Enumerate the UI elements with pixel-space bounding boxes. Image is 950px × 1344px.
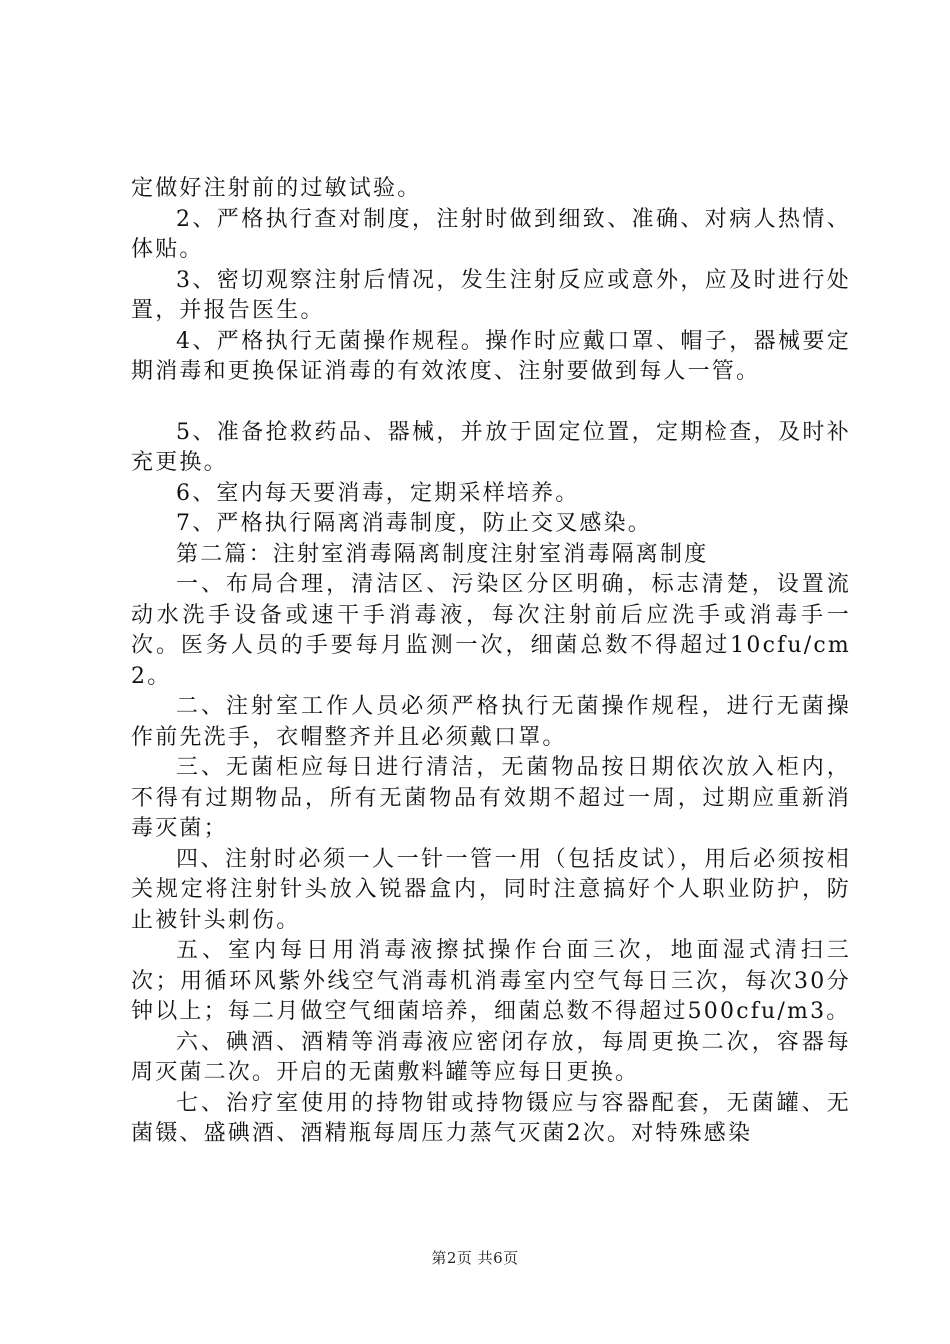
- paragraph-rule-6: 六、碘酒、酒精等消毒液应密闭存放，每周更换二次，容器每周灭菌二次。开启的无菌敷料罐等应每日更换。: [131, 1029, 851, 1085]
- paragraph-item-7: 7、严格执行隔离消毒制度，防止交叉感染。: [176, 511, 652, 536]
- paragraph-continuation: 定做好注射前的过敏试验。: [131, 176, 422, 201]
- paragraph-item-6: 6、室内每天要消毒，定期采样培养。: [176, 480, 580, 506]
- paragraph-rule-2: 二、注射室工作人员必须严格执行无菌操作规程，进行无菌操作前先洗手，衣帽整齐并且必须戴口罩。: [131, 694, 851, 750]
- paragraph-rule-4: 四、注射时必须一人一针一管一用（包括皮试），用后必须按相关规定将注射针头放入锐器盒内，同时注意搞好个人职业防护，防止被针头刺伤。: [131, 846, 851, 933]
- paragraph-rule-5: 五、室内每日用消毒液擦拭操作台面三次，地面湿式清扫三次；用循环风紫外线空气消毒机消毒室内空气每日三次，每次30分钟以上；每二月做空气细菌培养，细菌总数不得超过500cfu/m3。: [131, 938, 851, 1024]
- paragraph-item-3: 3、密切观察注射后情况，发生注射反应或意外，应及时进行处置，并报告医生。: [131, 267, 851, 323]
- paragraph-item-5: 5、准备抢救药品、器械，并放于固定位置，定期检查，及时补充更换。: [131, 419, 851, 475]
- page-number-footer: 第2页 共6页: [431, 1249, 519, 1267]
- section-heading: 第二篇：注射室消毒隔离制度注射室消毒隔离制度: [176, 541, 709, 567]
- document-body: [131, 174, 851, 1150]
- paragraph-rule-1: 一、布局合理，清洁区、污染区分区明确，标志清楚，设置流动水洗手设备或速干手消毒液，每次注射前后应洗手或消毒手一次。医务人员的手要每月监测一次，细菌总数不得超过10cfu/cm2。: [131, 572, 851, 689]
- paragraph-rule-7: 七、治疗室使用的持物钳或持物镊应与容器配套，无菌罐、无菌镊、盛碘酒、酒精瓶每周压力蒸气灭菌2次。对特殊感染: [131, 1090, 851, 1146]
- paragraph-item-4: 4、严格执行无菌操作规程。操作时应戴口罩、帽子，器械要定期消毒和更换保证消毒的有效浓度、注射要做到每人一管。: [131, 328, 851, 384]
- paragraph-rule-3: 三、无菌柜应每日进行清洁，无菌物品按日期依次放入柜内，不得有过期物品，所有无菌物品有效期不超过一周，过期应重新消毒灭菌；: [131, 755, 851, 841]
- paragraph-item-2: 2、严格执行查对制度，注射时做到细致、准确、对病人热情、体贴。: [131, 206, 851, 262]
